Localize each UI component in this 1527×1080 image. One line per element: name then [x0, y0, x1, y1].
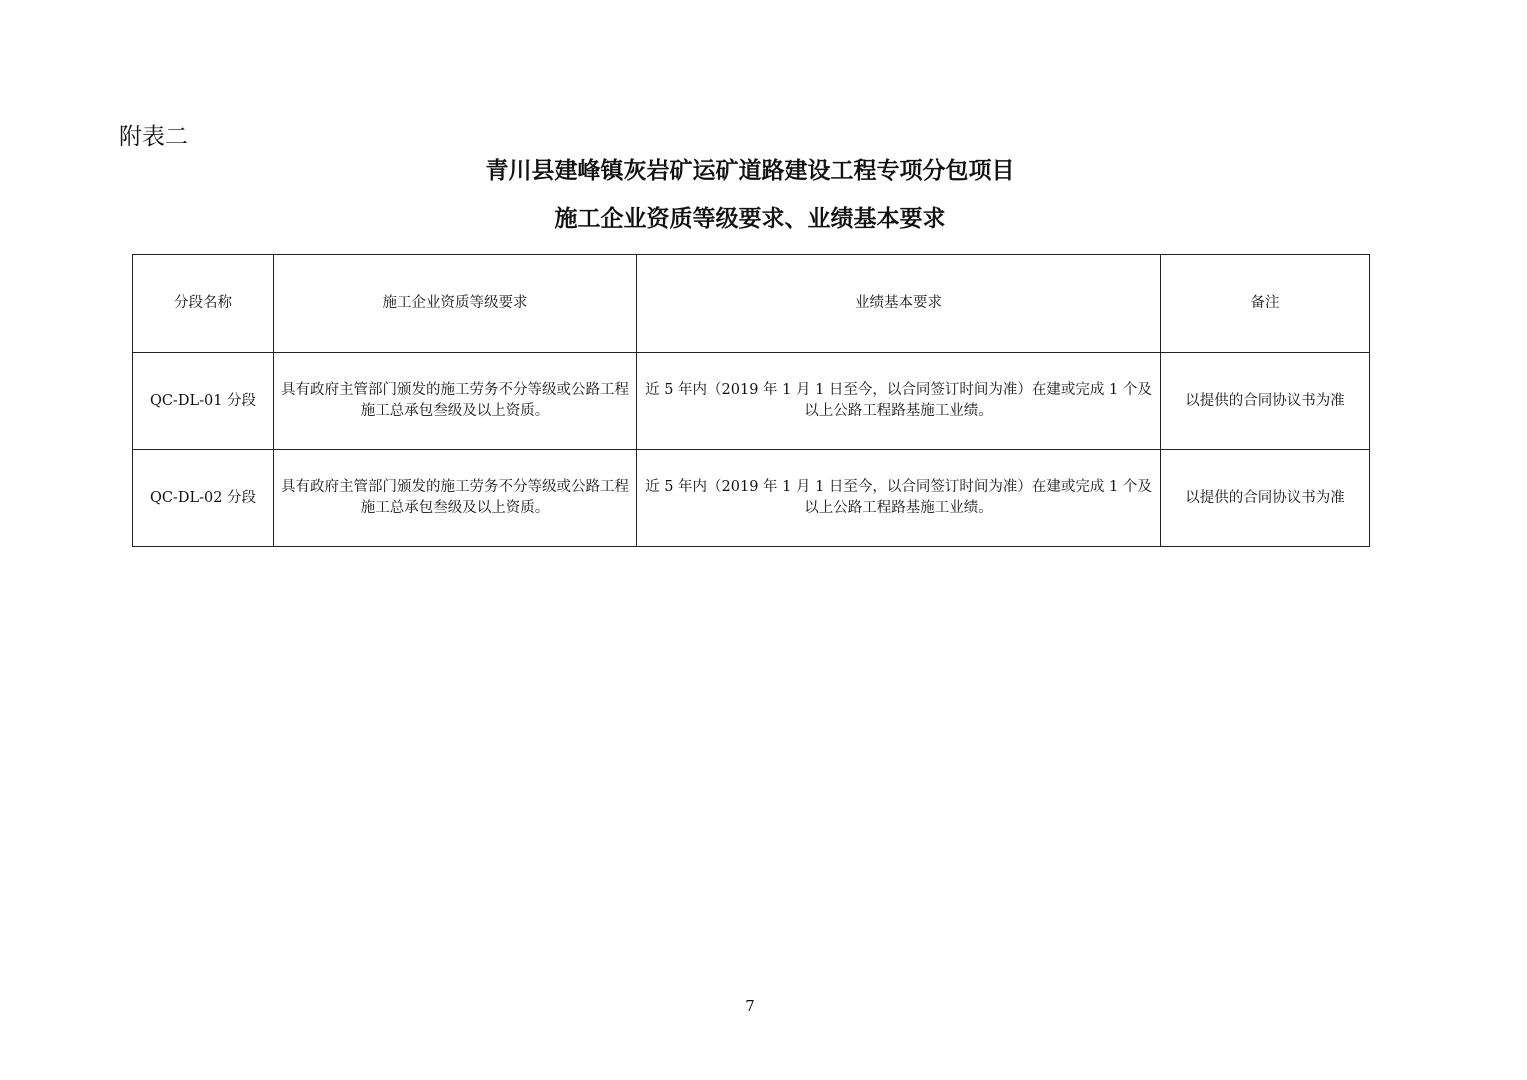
header-segment-name: 分段名称	[133, 255, 274, 353]
table-header-row	[133, 255, 1370, 353]
header-performance: 业绩基本要求	[637, 255, 1161, 353]
cell-note: 以提供的合同协议书为准	[1161, 353, 1370, 450]
cell-note: 以提供的合同协议书为准	[1161, 450, 1370, 547]
page-number: 7	[745, 997, 755, 1015]
cell-performance: 近 5 年内（2019 年 1 月 1 日至今，以合同签订时间为准）在建或完成 1 个及以上公路工程路基施工业绩。	[637, 353, 1161, 450]
cell-performance: 近 5 年内（2019 年 1 月 1 日至今，以合同签订时间为准）在建或完成 1 个及以上公路工程路基施工业绩。	[637, 450, 1161, 547]
annex-label: 附表二	[119, 124, 188, 150]
header-qualification: 施工企业资质等级要求	[274, 255, 637, 353]
cell-qualification: 具有政府主管部门颁发的施工劳务不分等级或公路工程施工总承包叁级及以上资质。	[274, 353, 637, 450]
table-row	[133, 450, 1370, 547]
cell-segment-name: QC-DL-01 分段	[133, 353, 274, 450]
requirements-table	[132, 254, 1370, 547]
document-title-line-2: 施工企业资质等级要求、业绩基本要求	[554, 205, 946, 232]
document-title-line-1: 青川县建峰镇灰岩矿运矿道路建设工程专项分包项目	[485, 157, 1015, 184]
cell-segment-name: QC-DL-02 分段	[133, 450, 274, 547]
cell-qualification: 具有政府主管部门颁发的施工劳务不分等级或公路工程施工总承包叁级及以上资质。	[274, 450, 637, 547]
header-note: 备注	[1161, 255, 1370, 353]
table-row	[133, 353, 1370, 450]
